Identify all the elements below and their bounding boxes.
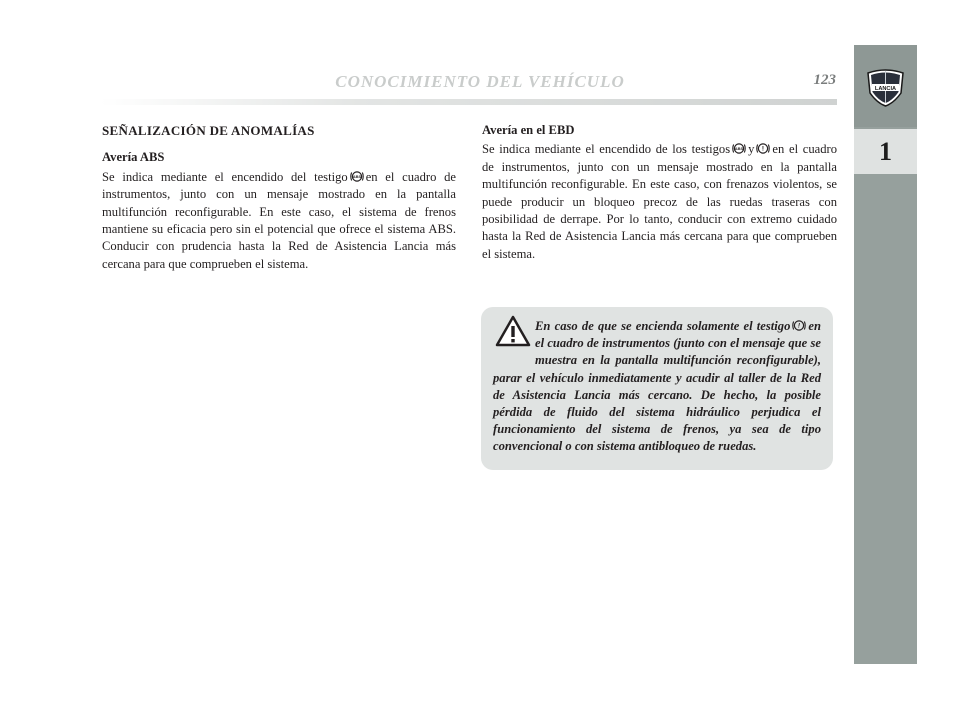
abs-warning-icon xyxy=(732,142,746,155)
ebd-fault-heading: Avería en el EBD xyxy=(482,123,575,137)
abs-para-part1: Se indica mediante el encendido del testigo xyxy=(102,169,348,184)
ebd-fault-paragraph xyxy=(482,141,837,263)
abs-warning-icon xyxy=(350,170,364,183)
warning-box xyxy=(481,307,833,470)
header-rule xyxy=(100,99,837,105)
warning-text xyxy=(493,318,821,456)
svg-text:!: ! xyxy=(798,322,801,330)
page-number: 123 xyxy=(813,72,836,88)
svg-text:!: ! xyxy=(762,146,765,154)
warning-part2: en el cuadro de instrumentos (junto con el mensaje que se muestra en la pantalla multifunción reconfigurable), parar el vehículo inmediatamente y acudir al taller de la Red de Asistencia Lancia más cercano. De hecho, la posible pérdida de fluido del sistema hidráulico perjudica el funcionamiento del sistema de frenos, ya sea de tipo convencional o con sistema antibloqueo de ruedas. xyxy=(493,319,821,454)
svg-text:ABS: ABS xyxy=(352,173,361,179)
brake-warning-icon xyxy=(756,142,770,155)
abs-fault-heading: Avería ABS xyxy=(102,150,165,165)
header-title: CONOCIMIENTO DEL VEHÍCULO xyxy=(335,72,625,91)
lancia-logo-icon xyxy=(864,67,907,107)
logo-box xyxy=(854,45,917,127)
ebd-para-part2: en el cuadro de instrumentos, junto con un mensaje mostrado en la pantalla multifunción reconfigurable. En este caso, con frenazos violentos, se puede producir un bloqueo precoz de las ruedas traseras con posibilidad de derrape. Por lo tanto, conducir con extremo cuidado hasta la Red de Asistencia Lancia más cercana para que comprueben el sistema. xyxy=(482,142,837,261)
brake-warning-icon xyxy=(792,319,806,332)
right-column xyxy=(482,122,837,263)
warning-part1: En caso de que se encienda solamente el testigo xyxy=(535,319,791,333)
ebd-para-part1: Se indica mediante el encendido de los testigos xyxy=(482,142,731,157)
abs-para-part2: en el cuadro de instrumentos, junto con un mensaje mostrado en la pantalla multifunción reconfigurable. En este caso, el sistema de frenos mantiene su eficacia pero sin el potencial que ofrece el sistema ABS. Conducir con prudencia hasta la Red de Asistencia Lancia más cercana para que comprueben el sistema. xyxy=(102,169,456,271)
ebd-para-conj: y xyxy=(748,142,755,157)
section-heading: SEÑALIZACIÓN DE ANOMALÍAS xyxy=(102,123,315,138)
warning-triangle-icon xyxy=(495,315,531,347)
chapter-sidebar xyxy=(854,45,917,664)
abs-fault-paragraph xyxy=(102,169,456,273)
left-column xyxy=(102,122,456,273)
svg-text:LANCIA: LANCIA xyxy=(874,85,897,92)
svg-text:ABS: ABS xyxy=(734,146,744,152)
chapter-number: 1 xyxy=(854,129,917,174)
